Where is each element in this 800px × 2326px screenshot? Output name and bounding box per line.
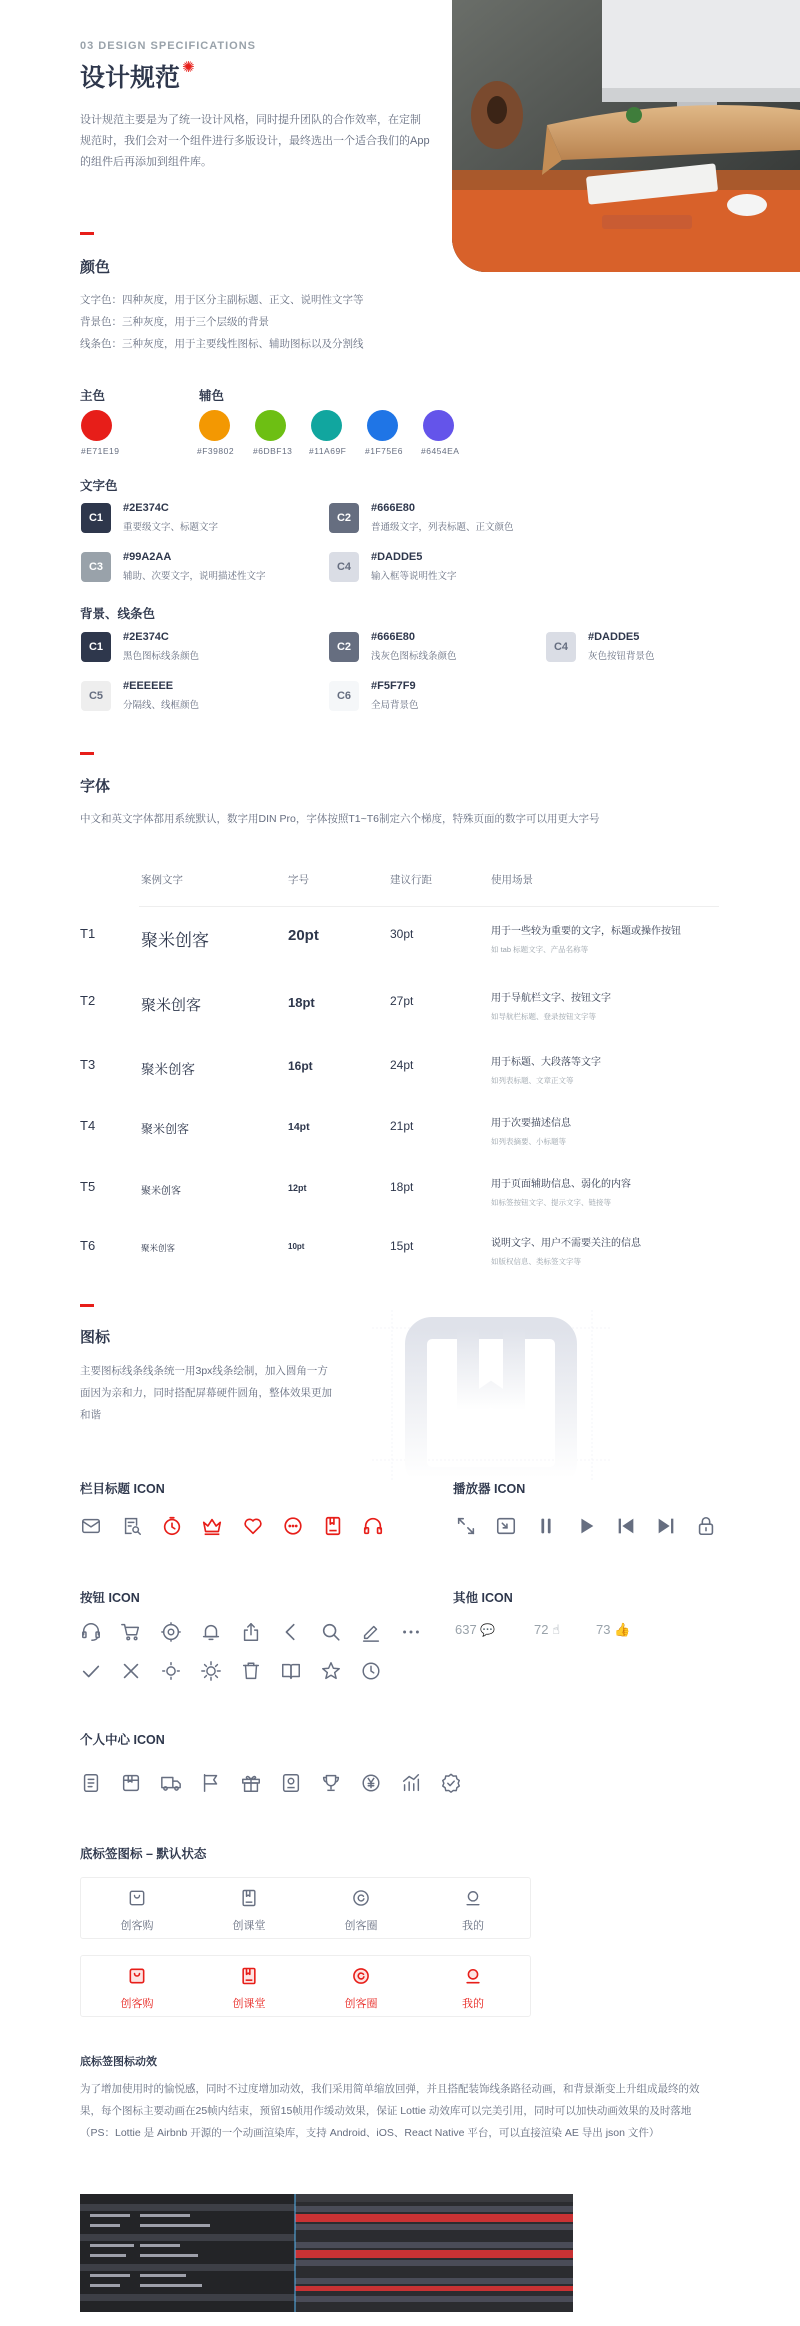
chip-desc: 普通级文字，列表标题、正文颜色: [371, 522, 514, 533]
color-chip: C3: [81, 552, 111, 582]
tab-label: 创客购: [120, 1920, 154, 1932]
type-usage: 用于导航栏文字、按钮文字: [491, 993, 611, 1004]
yen-coin-icon[interactable]: [360, 1772, 382, 1794]
comment-count: 637 💬: [455, 1622, 496, 1637]
book-icon[interactable]: [322, 1515, 344, 1537]
personal-icon-title: 个人中心 ICON: [80, 1733, 165, 1747]
tab-mine[interactable]: [417, 1878, 529, 1940]
tab-shop-active[interactable]: [81, 1956, 193, 2018]
gift-icon[interactable]: [240, 1772, 262, 1794]
book-icon: [239, 1888, 259, 1908]
aux-color-label: 辅色: [199, 389, 225, 403]
chip-hex: #666E80: [371, 502, 416, 514]
player-icon-title: 播放器 ICON: [453, 1482, 526, 1496]
table-divider: [139, 906, 719, 907]
chip-desc: 输入框等说明性文字: [371, 571, 457, 582]
chip-desc: 灰色按钮背景色: [588, 651, 655, 662]
type-example: 如 tab 标题文字、产品名称等: [491, 945, 589, 954]
chip-hex: #DADDE5: [371, 551, 423, 563]
chevron-left-icon[interactable]: [280, 1621, 302, 1643]
aux-swatch: [311, 410, 342, 441]
settings-gear-icon[interactable]: [160, 1621, 182, 1643]
shopping-bag-icon: [127, 1888, 147, 1908]
trophy-icon[interactable]: [320, 1772, 342, 1794]
aux-swatch: [423, 410, 454, 441]
document-search-icon[interactable]: [121, 1515, 143, 1537]
type-example: 如版权信息、类标签文字等: [491, 1257, 581, 1266]
section-marker: [80, 1304, 94, 1307]
color-chip: C2: [329, 632, 359, 662]
color-section-title: 颜色: [80, 259, 111, 276]
type-sample: 聚米创客: [141, 1122, 190, 1136]
customer-service-icon[interactable]: [80, 1621, 102, 1643]
close-icon[interactable]: [120, 1660, 142, 1682]
type-size: 10pt: [288, 1242, 305, 1251]
bg-color-label: 背景、线条色: [80, 607, 156, 621]
id-card-icon[interactable]: [280, 1772, 302, 1794]
primary-swatch: [81, 410, 112, 441]
mail-icon[interactable]: [80, 1515, 102, 1537]
type-usage: 用于次要描述信息: [491, 1118, 571, 1129]
color-chip: C5: [81, 681, 111, 711]
column-icon-title: 栏目标题 ICON: [80, 1482, 165, 1496]
chip-hex: #F5F7F9: [371, 680, 416, 692]
icon-section-title: 图标: [80, 1329, 111, 1346]
font-section-title: 字体: [80, 778, 111, 795]
chip-desc: 浅灰色图标线条颜色: [371, 651, 457, 662]
more-dots-icon[interactable]: [400, 1621, 422, 1643]
stopwatch-icon[interactable]: [161, 1515, 183, 1537]
chip-desc: 分隔线、线框颜色: [123, 700, 200, 711]
type-size: 16pt: [288, 1059, 313, 1073]
user-icon: [463, 1966, 483, 1986]
tab-mine-active[interactable]: [417, 1956, 529, 2018]
timeline-screenshot: [80, 2194, 573, 2312]
hero-image: [452, 0, 800, 272]
type-size: 18pt: [288, 994, 315, 1010]
type-size: 20pt: [288, 926, 319, 944]
color-desc-1: 文字色：四种灰度，用于区分主副标题、正文、说明性文字等: [80, 294, 364, 306]
tab-label: 我的: [462, 1920, 484, 1932]
type-level: T6: [80, 1238, 96, 1253]
flag-icon[interactable]: [200, 1772, 222, 1794]
type-sample: 聚米创客: [141, 996, 202, 1014]
type-line-height: 18pt: [390, 1180, 414, 1194]
type-size: 12pt: [288, 1182, 307, 1193]
animation-title: 底标签图标动效: [80, 2056, 157, 2068]
type-line-height: 24pt: [390, 1058, 414, 1072]
tab-circle-active[interactable]: [305, 1956, 417, 2018]
section-marker: [80, 752, 94, 755]
aux-swatch: [367, 410, 398, 441]
tab-label: 创客圈: [344, 1998, 378, 2010]
aux-hex: #6DBF13: [253, 446, 293, 456]
type-usage: 说明文字、用户不需要关注的信息: [491, 1238, 641, 1249]
aux-swatch: [199, 410, 230, 441]
tab-label: 创客圈: [344, 1920, 378, 1932]
thumb-up-outline-icon: ☝: [552, 1622, 561, 1637]
search-icon[interactable]: [320, 1621, 342, 1643]
book-icon: [239, 1966, 259, 1986]
chip-desc: 辅助、次要文字，说明描述性文字: [123, 571, 266, 582]
open-book-icon[interactable]: [280, 1660, 302, 1682]
type-usage: 用于一些较为重要的文字，标题或操作按钮: [491, 926, 681, 937]
lock-icon[interactable]: [695, 1515, 717, 1537]
eyebrow: 03 DESIGN SPECIFICATIONS: [80, 40, 256, 52]
circle-refresh-icon: [351, 1966, 371, 1986]
sparkle-icon: ✺: [182, 59, 195, 76]
crown-icon[interactable]: [201, 1515, 223, 1537]
tabbar-icon-title: 底标签图标 – 默认状态: [80, 1847, 207, 1861]
minimize-window-icon[interactable]: [495, 1515, 517, 1537]
primary-hex: #E71E19: [81, 446, 120, 456]
aux-hex: #6454EA: [421, 446, 460, 456]
chip-desc: 重要级文字、标题文字: [123, 522, 219, 533]
thumb-up-filled-icon: 👍: [614, 1622, 631, 1637]
primary-color-label: 主色: [80, 389, 106, 403]
chip-hex: #2E374C: [123, 631, 169, 643]
edit-pencil-icon[interactable]: [360, 1621, 382, 1643]
type-example: 如导航栏标题、登录按钮文字等: [491, 1012, 596, 1021]
type-size: 14pt: [288, 1120, 310, 1133]
chip-hex: #DADDE5: [588, 631, 640, 643]
shopping-bag-icon: [127, 1966, 147, 1986]
chat-bubble-icon[interactable]: [282, 1515, 304, 1537]
clock-icon[interactable]: [360, 1660, 382, 1682]
delivery-truck-icon[interactable]: [160, 1772, 182, 1794]
aux-hex: #F39802: [197, 446, 235, 456]
animation-desc: 为了增加使用时的愉悦感，同时不过度增加动效，我们采用简单缩放回弹，并且搭配装饰线条路径动画，和背景渐变上升组成最终的效果，每个图标主要动画在25帧内结束，预留15帧用作缓动效果，保证 Lottie 动效库可以完美引用，同时可以加快动画效果的及时落地（PS：Lottie 是 Airbnb 开源的一个动画渲染库，支持 Android、iOS、React Native 平台，可以直接渲染 AE 导出 json 文件）: [80, 2083, 700, 2139]
type-example: 如标签按钮文字、提示文字、链接等: [491, 1198, 611, 1207]
chip-hex: #666E80: [371, 631, 416, 643]
tab-shop[interactable]: [81, 1878, 193, 1940]
text-color-label: 文字色: [80, 479, 118, 493]
tab-classroom-active[interactable]: [193, 1956, 305, 2018]
table-header-lineheight: 建议行距: [390, 874, 432, 886]
type-usage: 用于标题、大段落等文字: [491, 1057, 601, 1068]
store-icon[interactable]: [120, 1772, 142, 1794]
color-chip: C4: [546, 632, 576, 662]
color-chip: C1: [81, 503, 111, 533]
fullscreen-icon[interactable]: [455, 1515, 477, 1537]
trash-icon[interactable]: [240, 1660, 262, 1682]
color-desc-2: 背景色：三种灰度，用于三个层级的背景: [80, 316, 269, 328]
order-list-icon[interactable]: [80, 1772, 102, 1794]
star-icon[interactable]: [320, 1660, 342, 1682]
table-header-sample: 案例文字: [141, 874, 183, 886]
pause-icon[interactable]: [535, 1515, 557, 1537]
chip-desc: 全局背景色: [371, 700, 419, 711]
type-line-height: 27pt: [390, 994, 414, 1008]
type-example: 如列表摘要、小标题等: [491, 1137, 566, 1146]
chip-hex: #2E374C: [123, 502, 169, 514]
comment-icon: 💬: [480, 1623, 496, 1637]
tab-label: 我的: [462, 1998, 484, 2010]
chip-hex: #99A2AA: [123, 551, 172, 563]
skip-next-icon[interactable]: [655, 1515, 677, 1537]
type-example: 如列表标题、文章正文等: [491, 1076, 574, 1085]
type-sample: 聚米创客: [141, 930, 209, 950]
table-header-usage: 使用场景: [491, 874, 533, 886]
tabbar-default: [80, 1877, 531, 1939]
like-count: 72 ☝: [534, 1622, 561, 1637]
liked-count: 73 👍: [596, 1622, 631, 1637]
section-marker: [80, 232, 94, 235]
icon-desc: 主要图标线条线条统一用3px线条绘制，加入圆角一方面因为亲和力，同时搭配屏幕硬件圆角，整体效果更加和谐: [80, 1365, 332, 1421]
other-icon-title: 其他 ICON: [453, 1591, 513, 1605]
tab-circle[interactable]: [305, 1878, 417, 1940]
tabbar-active: [80, 1955, 531, 2017]
tab-label: 创课堂: [232, 1998, 266, 2010]
tab-label: 创课堂: [232, 1920, 266, 1932]
color-chip: C6: [329, 681, 359, 711]
share-icon[interactable]: [240, 1621, 262, 1643]
type-level: T2: [80, 993, 96, 1008]
color-chip: C1: [81, 632, 111, 662]
check-icon[interactable]: [80, 1660, 102, 1682]
cart-icon[interactable]: [120, 1621, 142, 1643]
brightness-high-icon[interactable]: [200, 1660, 222, 1682]
page-title: 设计规范 ✺: [80, 59, 195, 92]
type-level: T5: [80, 1179, 96, 1194]
tab-label: 创客购: [120, 1998, 154, 2010]
verified-badge-icon[interactable]: [440, 1772, 462, 1794]
button-icon-title: 按钮 ICON: [80, 1591, 140, 1605]
type-line-height: 30pt: [390, 927, 414, 941]
type-sample: 聚米创客: [141, 1242, 176, 1253]
type-sample: 聚米创客: [141, 1186, 181, 1197]
type-line-height: 15pt: [390, 1239, 414, 1253]
type-sample: 聚米创客: [141, 1062, 195, 1078]
bell-icon[interactable]: [200, 1621, 222, 1643]
tab-classroom[interactable]: [193, 1878, 305, 1940]
aux-swatch: [255, 410, 286, 441]
chip-desc: 黑色图标线条颜色: [123, 651, 200, 662]
font-desc: 中文和英文字体都用系统默认，数字用DIN Pro，字体按照T1~T6制定六个梯度，特殊页面的数字可以用更大字号: [80, 813, 600, 825]
user-icon: [463, 1888, 483, 1908]
bookmark-watermark-icon: [372, 1310, 612, 1485]
type-level: T3: [80, 1057, 96, 1072]
aux-hex: #1F75E6: [365, 446, 403, 456]
color-desc-3: 线条色：三种灰度，用于主要线性图标、辅助图标以及分割线: [80, 338, 364, 350]
statistics-icon[interactable]: [400, 1772, 422, 1794]
aux-hex: #11A69F: [309, 446, 347, 456]
headphones-icon[interactable]: [362, 1515, 384, 1537]
brightness-low-icon[interactable]: [160, 1660, 182, 1682]
type-level: T1: [80, 926, 96, 941]
type-level: T4: [80, 1118, 96, 1133]
skip-previous-icon[interactable]: [615, 1515, 637, 1537]
color-chip: C4: [329, 552, 359, 582]
heart-icon[interactable]: [242, 1515, 264, 1537]
color-chip: C2: [329, 503, 359, 533]
type-usage: 用于页面辅助信息、弱化的内容: [491, 1179, 631, 1190]
circle-refresh-icon: [351, 1888, 371, 1908]
chip-hex: #EEEEEE: [123, 680, 174, 692]
intro-text: 设计规范主要是为了统一设计风格，同时提升团队的合作效率，在定制规范时，我们会对一个组件进行多版设计，最终选出一个适合我们的App的组件后再添加到组件库。: [80, 114, 430, 168]
play-icon[interactable]: [575, 1515, 597, 1537]
type-line-height: 21pt: [390, 1119, 414, 1133]
table-header-size: 字号: [288, 874, 309, 886]
